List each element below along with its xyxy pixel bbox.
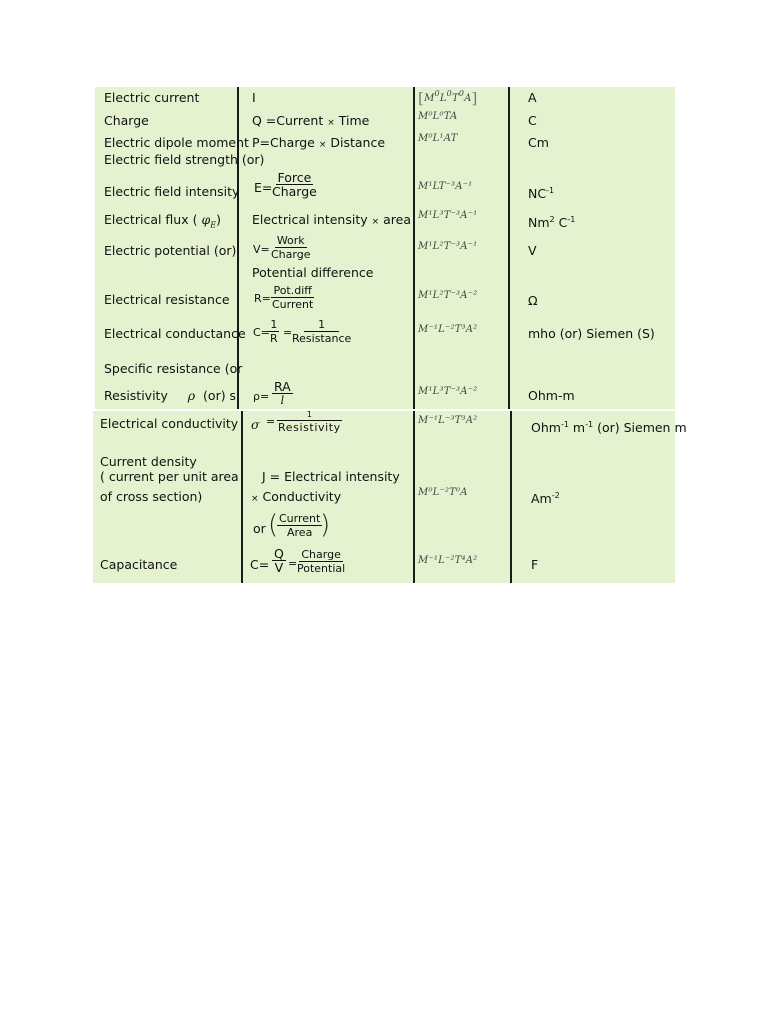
unit: Ohm$^{-1}$ $m^{-1}$ (or) Siemen m	[531, 420, 687, 435]
dimension-formula: M⁻¹L⁻³T³A²	[418, 415, 478, 426]
fraction: $\frac{RA}{l}$	[274, 379, 291, 407]
formula: I	[252, 90, 256, 105]
column-divider	[413, 87, 415, 409]
fraction: Work Charge	[271, 234, 311, 261]
right-paren: )	[320, 510, 331, 540]
unit: F	[531, 557, 539, 572]
quantity-name: Electric field intensity	[104, 184, 240, 199]
unit: mho (or) Siemen (S)	[528, 326, 655, 341]
column-divider	[241, 411, 243, 583]
quantity-name: of cross section)	[100, 489, 203, 504]
dimension-formula: M⁰L⁻²T⁰A	[418, 487, 468, 498]
unit: Ohm-m	[528, 388, 575, 403]
equals-sign: =	[283, 326, 293, 339]
quantity-name: Electrical conductance	[104, 326, 246, 341]
quantity-name: Electric current	[104, 90, 200, 105]
formula-lhs: C=	[253, 326, 270, 339]
unit: Ω	[528, 293, 538, 308]
equals-sign: =	[266, 415, 276, 428]
formula: Potential difference	[252, 265, 374, 280]
dimension-formula: M⁰L⁰TA	[418, 111, 458, 122]
dimension-formula: M¹L²T⁻³A⁻²	[418, 290, 478, 301]
unit: Nm$^2$ $C^{-1}$	[528, 215, 576, 230]
formula-lhs: C=	[250, 557, 270, 572]
dimension-formula: M¹L²T⁻³A⁻¹	[418, 241, 478, 252]
dimension-formula: M¹LT⁻³A⁻¹	[418, 181, 473, 192]
quantity-name: Electric dipole moment	[104, 135, 249, 150]
unit: $Am^{-2}$	[531, 491, 560, 506]
quantity-name: ( current per unit area	[100, 469, 239, 484]
quantity-name: Current density	[100, 454, 197, 469]
fraction: 1 Resistance	[292, 318, 352, 345]
quantity-name: Electric field strength (or)	[104, 152, 265, 167]
quantity-name: Resistivity ρ (or) s	[104, 388, 237, 403]
column-divider	[510, 411, 512, 583]
dimension-formula: M⁻¹L⁻²T⁴A²	[418, 555, 478, 566]
formula-lhs: R=	[254, 292, 271, 305]
formula-lhs: σ	[251, 417, 260, 432]
fraction: Charge Potential	[297, 548, 346, 575]
column-divider	[508, 87, 510, 409]
formula-lhs: ρ=	[253, 390, 270, 403]
quantity-name: Capacitance	[100, 557, 178, 572]
unit: V	[528, 243, 537, 258]
dimension-formula: M⁻¹L⁻²T³A²	[418, 324, 478, 335]
quantity-name: Electrical flux ( $\varphi_E$)	[104, 212, 221, 230]
formula: Electrical intensity × area	[252, 212, 412, 227]
fraction: $\frac{1}{R}$	[270, 318, 278, 345]
formula: J = Electrical intensity	[262, 469, 400, 484]
formula: Q =Current × Time	[252, 113, 370, 128]
quantity-name: Electrical resistance	[104, 292, 230, 307]
formula-lhs: V=	[253, 243, 270, 256]
dimension-formula: M⁰L¹AT	[418, 133, 458, 144]
quantity-name: Electric potential (or)	[104, 243, 237, 258]
dimension-formula: M¹L³T⁻³A⁻¹	[418, 210, 478, 221]
fraction: 1 Resistivity	[278, 410, 341, 434]
dimension-formula: $[M^0L^0T^0A]$	[418, 89, 478, 107]
unit: A	[528, 90, 537, 105]
column-divider	[413, 411, 415, 583]
unit: $NC^{-1}$	[528, 186, 555, 201]
formula: P=Charge × Distance	[252, 135, 386, 150]
unit: Cm	[528, 135, 549, 150]
fraction: Current Area	[279, 512, 321, 539]
formula: or	[253, 521, 266, 536]
quantity-name: Electrical conductivity	[100, 416, 239, 431]
quantity-name: Specific resistance (or	[104, 361, 243, 376]
fraction: Force Charge	[272, 170, 317, 199]
unit: C	[528, 113, 537, 128]
dimension-formula: M¹L³T⁻³A⁻²	[418, 386, 478, 397]
formula: × Conductivity	[251, 489, 342, 504]
quantity-name: Charge	[104, 113, 149, 128]
formula-lhs: E=	[254, 180, 273, 195]
equals-sign: =	[288, 557, 298, 570]
left-paren: (	[268, 510, 279, 540]
fraction: Pot.diff Current	[272, 284, 314, 311]
fraction: $\frac{Q}{V}$	[274, 546, 284, 575]
